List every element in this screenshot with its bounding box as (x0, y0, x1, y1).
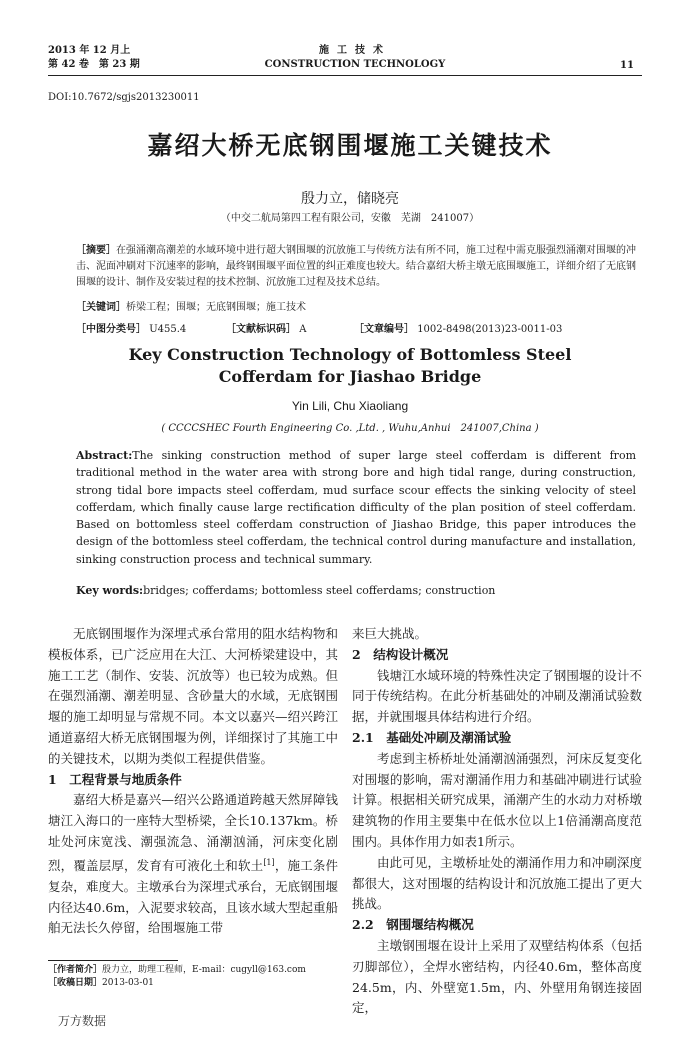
section-2-heading: 2 结构设计概况 (352, 646, 449, 662)
intro-paragraph: 无底钢围堰作为深埋式承台常用的阻水结构物和模板体系，已广泛应用在大江、大河桥梁建设中，其施工工艺（制作、安装、沉放等）也已较为成熟。但在强烈涌潮、潮差明显、含砂量大的水域，无底钢围堰的施工却明显与常规不同。本文以嘉兴—绍兴跨江通道嘉绍大桥无底钢围堰为例，详细探讨了其施工中的关键技术，以期为类似工程提供借鉴。 (48, 626, 338, 766)
section-1-paragraph: 嘉绍大桥是嘉兴—绍兴公路通道跨越天然屏障钱塘江入海口的一座特大型桥梁，全长10.137km。桥址处河床宽浅、潮强流急、涌潮汹涌，河床变化剧烈，覆盖层厚，发育有可液化土和软土[1]，施工条件复杂，难度大。主墩承台为深埋式承台，无底钢围堰内径达40.6m，入泥要求较高，且该水域大型起重船舶无法长久停留，给围堰施工带 (48, 792, 338, 936)
section-1-heading: 1 工程背景与地质条件 (48, 771, 182, 787)
journal-name-cn: 施工技术 (319, 45, 391, 56)
citation-ref[interactable]: [1] (263, 857, 275, 867)
affiliation-cn: （中交二航局第四工程有限公司，安徽 芜湖 241007） (220, 213, 480, 224)
authors-cn: 殷力立，储晓亮 (301, 191, 399, 207)
journal-name (250, 44, 460, 72)
doi: DOI:10.7672/sgjs2013230011 (48, 92, 200, 103)
body-column-left (48, 624, 338, 939)
article-number: ［文章编号］ 1002-8498(2013)23-0011-03 (354, 324, 563, 335)
abstract-en (76, 447, 636, 568)
section-2-1-paragraph-b: 由此可见，主墩桥址处的潮涌作用力和冲刷深度都很大，这对围堰的结构设计和沉放施工提出了更大挑战。 (352, 854, 642, 912)
header-divider (48, 75, 642, 76)
authors-en: Yin Lili, Chu Xiaoliang (291, 399, 409, 413)
author-bio: ［作者简介］殷力立，助理工程师，E-mail：cugyll@163.com (48, 965, 306, 975)
watermark: 万方数据 (58, 1014, 107, 1028)
journal-name-en: CONSTRUCTION TECHNOLOGY (264, 59, 446, 70)
affiliation-en: ( CCCCSHEC Fourth Engineering Co. ,Ltd. , Wuhu,Anhui 241007,China ) (161, 423, 539, 434)
title-cn: 嘉绍大桥无底钢围堰施工关键技术 (147, 131, 553, 160)
section-2-1-paragraph-a: 考虑到主桥桥址处涌潮汹涌强烈，河床反复变化对围堰的影响，需对潮涌作用力和基础冲刷进行试验计算。根据相关研究成果，涌潮产生的水动力对桥墩建筑物的作用主要集中在低水位以上1倍涌潮高度范围内。具体作用力如表1所示。 (352, 750, 642, 849)
title-en (0, 344, 700, 388)
issue-info (48, 44, 140, 72)
title-en-line1: Key Construction Technology of Bottomless Steel (128, 345, 572, 364)
abstract-cn-text: 在强涌潮高潮差的水域环境中进行超大钢围堰的沉放施工与传统方法有所不同，施工过程中需克服强烈涌潮对围堰的冲击、泥面冲刷对下沉速率的影响，最终钢围堰平面位置的纠正难度也较大。结合嘉绍大桥主墩无底围堰施工，详细介绍了无底钢围堰的设计、制作及安装过程的技术控制、沉放施工过程及技术总结。 (76, 245, 636, 288)
classification-row (76, 320, 636, 335)
keywords-cn-text: 桥梁工程；围堰；无底钢围堰；施工技术 (126, 302, 306, 313)
issue-volume: 第 42 卷 第 23 期 (48, 59, 140, 70)
keywords-cn-label: ［关键词］ (76, 302, 126, 313)
footnote (48, 964, 338, 990)
page-number: 11 (620, 60, 634, 71)
abstract-cn-label: ［摘要］ (76, 245, 116, 256)
title-en-line2: Cofferdam for Jiashao Bridge (218, 367, 482, 386)
clc-code: ［中图分类号］ U455.4 (76, 324, 187, 335)
issue-date: 2013 年 12 月上 (48, 45, 131, 56)
section-2-paragraph: 钱塘江水域环境的特殊性决定了钢围堰的设计不同于传统结构。在此分析基础处的冲刷及潮涌试验数据，并就围堰具体结构进行介绍。 (352, 667, 642, 725)
keywords-en-label: Key words: (76, 584, 144, 597)
keywords-cn (76, 300, 636, 316)
section-2-2-paragraph: 主墩钢围堰在设计上采用了双壁结构体系（包括刃脚部位），全焊水密结构，内径40.6m，整体高度24.5m，内、外壁宽1.5m，内、外壁用角钢连接固定， (352, 937, 642, 1016)
section-2-2-heading: 2.2 钢围堰结构概况 (352, 917, 474, 933)
received-date: ［收稿日期］2013-03-01 (48, 978, 154, 988)
continued-text: 来巨大挑战。 (352, 626, 428, 641)
keywords-en-text: bridges; cofferdams; bottomless steel cofferdams; construction (143, 584, 496, 597)
footnote-divider (48, 960, 178, 961)
abstract-cn (76, 243, 636, 291)
abstract-en-text: The sinking construction method of super large steel cofferdam is different from traditional method in the water area with strong bore and high tidal range, during construction, strong tidal bore impacts steel cofferdam, mud surface scour effects the sinking velocity of steel cofferdam, which finally cause large rectification difficulty of the plan position of steel cofferdam. Based on bottomless steel cofferdam construction of Jiashao Bridge, this paper introduces the design of the bottomless steel cofferdam, the technical control during manufacture and installation, sinking construction process and technical summary. (76, 449, 636, 566)
section-2-1-heading: 2.1 基础处冲刷及潮涌试验 (352, 729, 512, 745)
body-column-right (352, 624, 642, 1019)
keywords-en (76, 584, 636, 597)
doc-code: ［文献标识码］ A (226, 324, 307, 335)
abstract-en-label: Abstract: (76, 449, 133, 462)
